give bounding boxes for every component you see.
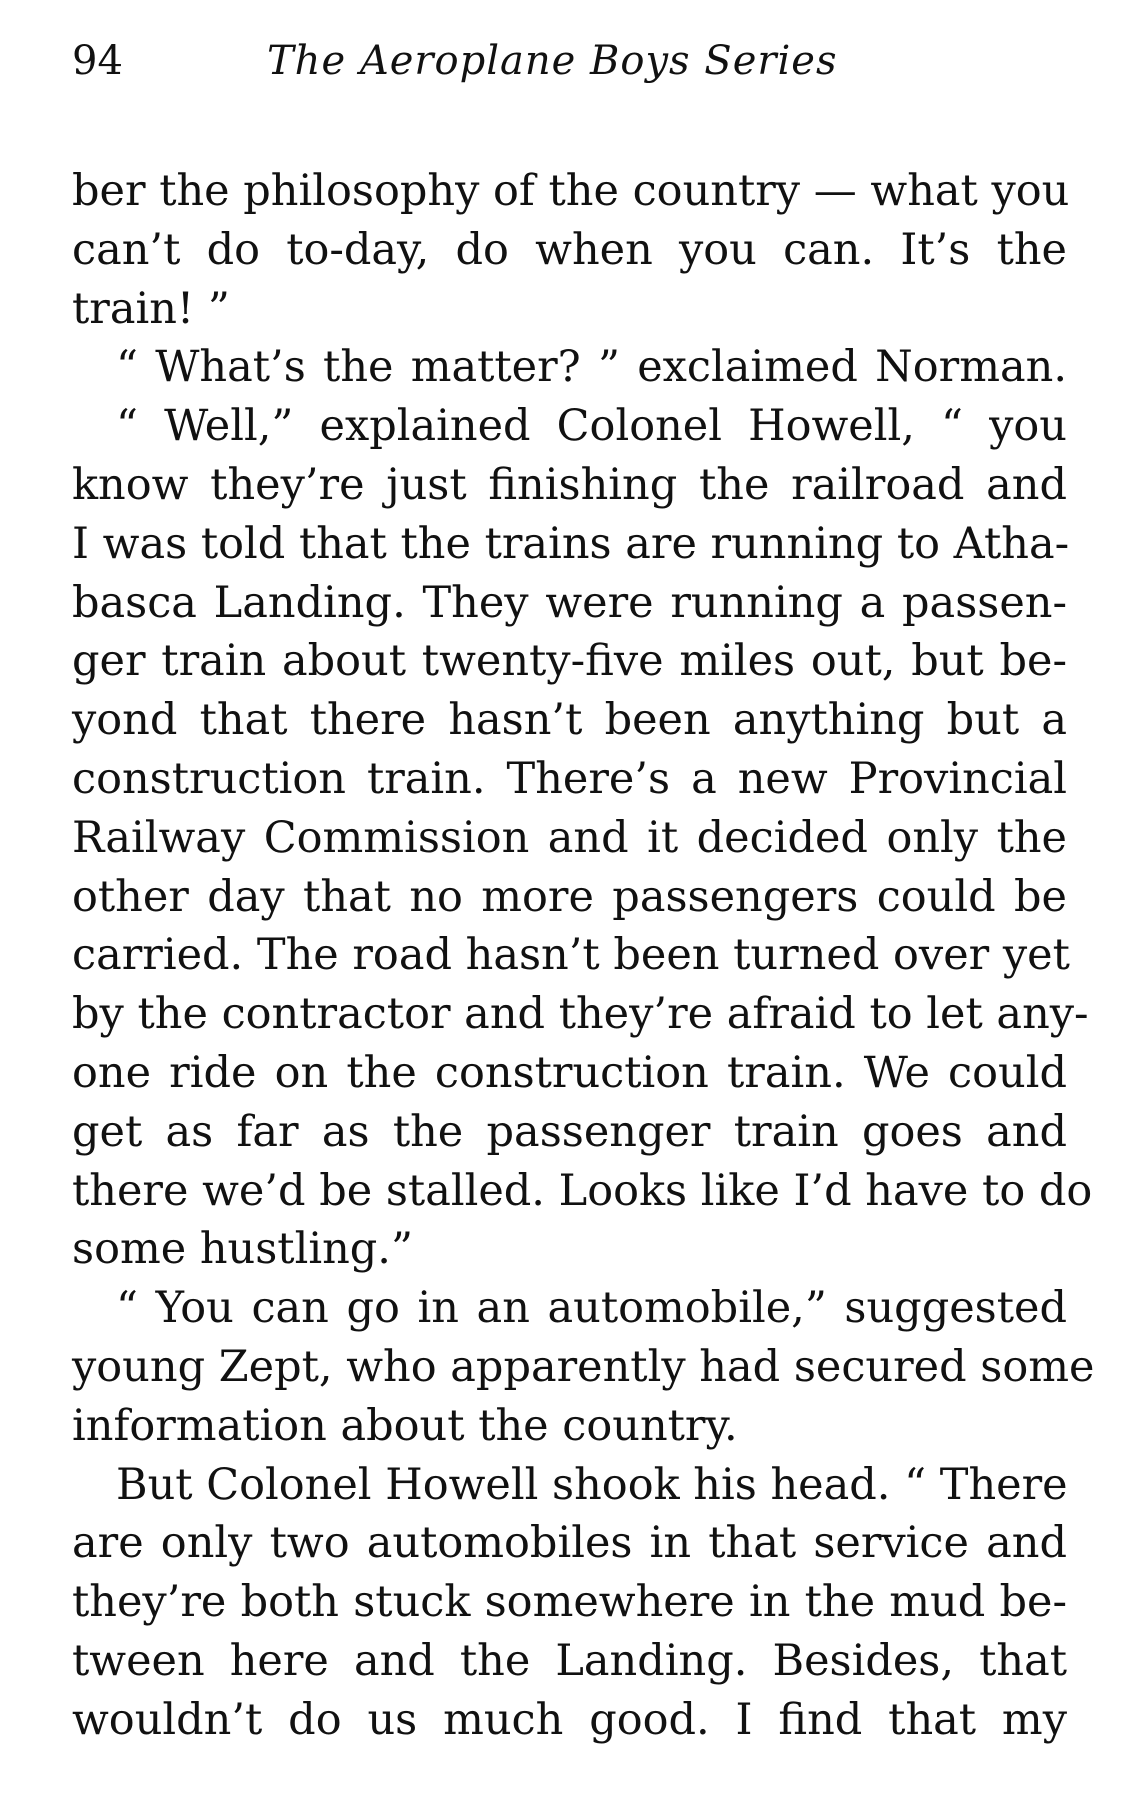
text-line: basca Landing. They were running a passen- <box>72 577 1067 628</box>
text-line: train! ” <box>72 283 230 334</box>
text-line: by the contractor and they’re afraid to let any- <box>72 989 1089 1040</box>
text-line: “ Well,” explained Colonel Howell, “ you <box>116 401 1067 452</box>
text-line: I was told that the trains are running to Atha- <box>72 518 1070 569</box>
text-line: get as far as the passenger train goes and <box>72 1106 1067 1157</box>
text-line: are only two automobiles in that service and <box>72 1518 1067 1569</box>
text-line: one ride on the construction train. We could <box>72 1047 1067 1098</box>
text-line: But Colonel Howell shook his head. “ There <box>116 1459 1068 1510</box>
text-line: young Zept, who apparently had secured some <box>72 1341 1095 1392</box>
text-line: yond that there hasn’t been anything but a <box>72 695 1067 746</box>
book-page <box>72 30 1095 1750</box>
running-title: The Aeroplane Boys Series <box>267 38 838 84</box>
text-line: information about the country. <box>72 1400 738 1451</box>
text-line: Railway Commission and it decided only the <box>72 812 1067 863</box>
text-line: ger train about twenty-five miles out, but be- <box>72 636 1067 687</box>
page-number: 94 <box>72 38 123 84</box>
running-head <box>72 30 1067 92</box>
text-line: “ You can go in an automobile,” suggested <box>116 1283 1067 1334</box>
text-line: tween here and the Landing. Besides, that <box>72 1635 1067 1686</box>
text-line: know they’re just finishing the railroad and <box>72 459 1067 510</box>
body-text <box>72 162 1095 1750</box>
text-line: ber the philosophy of the country — what you <box>72 166 1070 216</box>
text-line: they’re both stuck somewhere in the mud be- <box>72 1577 1067 1628</box>
text-line: other day that no more passengers could be <box>72 871 1067 922</box>
text-line: there we’d be stalled. Looks like I’d have to do <box>72 1165 1093 1216</box>
text-line: some hustling.” <box>72 1224 413 1275</box>
text-line: wouldn’t do us much good. I find that my <box>72 1694 1067 1745</box>
text-line: can’t do to-day, do when you can. It’s the <box>72 224 1067 275</box>
text-line: construction train. There’s a new Provincial <box>72 753 1067 804</box>
text-line: carried. The road hasn’t been turned over yet <box>72 930 1070 981</box>
text-line: “ What’s the matter? ” exclaimed Norman. <box>116 342 1067 393</box>
